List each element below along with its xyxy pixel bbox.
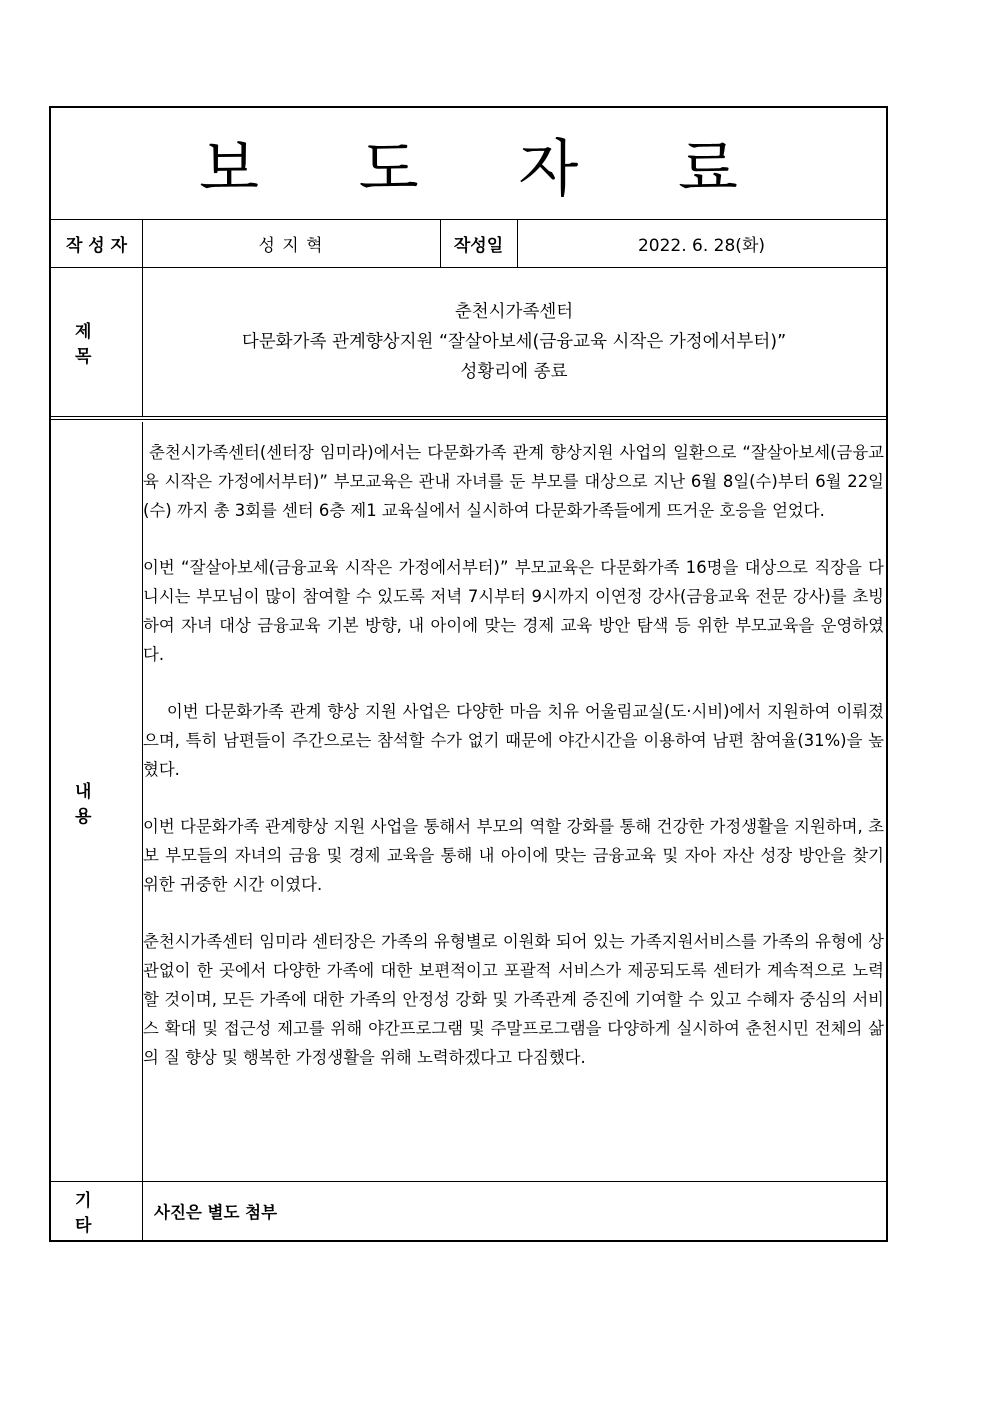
paragraph: 이번 다문화가족 관계 향상 지원 사업은 다양한 마음 치유 어울림교실(도·시비)에서 지원하여 이뤄졌으며, 특히 남편들이 주간으로는 참석할 수가 없기 때문에 야간시간을 이용하여 남편 참여율(31%)을 높혔다.: [143, 702, 884, 779]
content-body: [143, 422, 884, 1181]
paragraph: 이번 “잘살아보세(금융교육 시작은 가정에서부터)” 부모교육은 다문화가족 16명을 대상으로 직장을 다니시는 부모님이 많이 참여할 수 있도록 저녁 7시부터 9시까지 이연정 강사(금융교육 전문 강사)를 초빙하여 자녀 대상 금융교육 기본 방향, 내 아이에 맞는 경제 교육 방안 탐색 등 위한 부모교육을 운영하였다.: [143, 558, 884, 664]
author-label: 작 성 자: [65, 236, 128, 256]
subject-label: 제 목: [75, 322, 116, 367]
author-value: 성 지 혁: [258, 236, 324, 256]
document-title: 보 도 자 료: [199, 132, 778, 205]
etc-value: 사진은 별도 첨부: [154, 1203, 278, 1222]
date-value: 2022. 6. 28(화): [637, 236, 765, 256]
subject-line: 춘천시가족센터: [454, 302, 574, 322]
subject-line: 성황리에 종료: [460, 362, 568, 382]
title-row: [51, 108, 886, 220]
meta-row: [51, 220, 886, 268]
subject-text: [142, 268, 886, 416]
etc-row: [51, 1182, 886, 1240]
etc-label: 기 타: [75, 1191, 116, 1236]
content-row: [51, 422, 886, 1182]
subject-row: [51, 268, 886, 420]
paragraph: 이번 다문화가족 관계향상 지원 사업을 통해서 부모의 역할 강화를 통해 건강한 가정생활을 지원하며, 초보 부모들의 자녀의 금융 및 경제 교육을 통해 내 아이에 맞는 금융교육 및 자아 자산 성장 방안을 찾기 위한 귀중한 시간 이였다.: [143, 817, 884, 894]
paragraph: 춘천시가족센터 임미라 센터장은 가족의 유형별로 이원화 되어 있는 가족지원서비스를 가족의 유형에 상관없이 한 곳에서 다양한 가족에 대한 보편적이고 포괄적 서비스가 제공되도록 센터가 계속적으로 노력할 것이며, 모든 가족에 대한 가족의 안정성 강화 및 가족관계 증진에 기여할 수 있고 수혜자 중심의 서비스 확대 및 접근성 제고를 위해 야간프로그램 및 주말프로그램을 다양하게 실시하여 춘천시민 전체의 삶의 질 향상 및 행복한 가정생활을 위해 노력하겠다고 다짐했다.: [143, 932, 884, 1067]
press-release-form: [49, 106, 888, 1242]
date-label: 작성일: [453, 236, 504, 256]
subject-line: 다문화가족 관계향상지원 “잘살아보세(금융교육 시작은 가정에서부터)”: [241, 332, 787, 352]
paragraph: 춘천시가족센터(센터장 임미라)에서는 다문화가족 관계 향상지원 사업의 일환으로 “잘살아보세(금융교육 시작은 가정에서부터)” 부모교육은 관내 자녀를 둔 부모를 대상으로 지난 6월 8일(수)부터 6월 22일(수) 까지 총 3회를 센터 6층 제1 교육실에서 실시하여 다문화가족들에게 뜨거운 호응을 얻었다.: [143, 443, 884, 520]
content-label: 내 용: [75, 781, 116, 827]
